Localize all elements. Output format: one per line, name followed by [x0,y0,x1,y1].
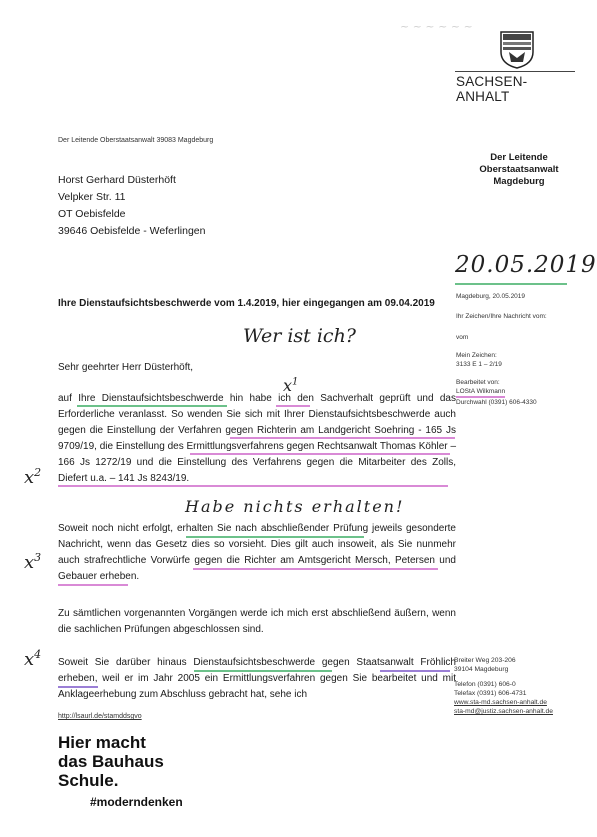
mark-1-letter: x [283,376,293,395]
footer-telefon: Telefon (0391) 606-0 [454,681,516,688]
privacy-link[interactable]: http://lsaurl.de/stamddsgvo [58,713,142,720]
mein-zeichen-value: 3133 E 1 – 2/19 [456,361,502,368]
bearbeitet-value: LOStA Wilkmann [456,387,505,398]
slogan [58,733,164,790]
recipient-address [58,172,205,240]
paragraph-3: Zu sämtlichen vorgenannten Vorgängen werde ich mich erst abschließend äußern, wenn die sachlichen Prüfungen abgeschlossen sind. [58,608,456,635]
vom-label: vom [456,334,469,341]
paragraph-2: Soweit noch nicht erfolgt, erhalten Sie nach abschließender Prüfung jeweils gesonderte Nachricht, wenn das Gesetz dies so vorsieht. Dies gilt auch insoweit, als Sie nunmehr auch strafrechtliche Vorwürfe gegen die Richter am Amtsgericht Mersch, Petersen und Gebauer erheben. [58,523,456,582]
highlight-mark [58,686,98,688]
mark-1-number: 1 [292,376,299,388]
subject-line: Ihre Dienstaufsichtsbeschwerde vom 1.4.2019, hier eingegangen am 09.04.2019 [58,298,435,309]
mark-3-number: 3 [34,551,42,564]
mark-4-number: 4 [34,648,42,661]
bearbeitet-label: Bearbeitet von: [456,379,500,386]
date-highlight [455,283,567,285]
slogan-line: Hier macht [58,733,146,752]
footer-email-link[interactable]: sta-md@justiz.sachsen-anhalt.de [454,708,553,715]
ihr-zeichen-label: Ihr Zeichen/Ihre Nachricht vom: [456,313,547,320]
handwritten-mark-2 [24,466,41,488]
state-name: SACHSEN-ANHALT [456,74,528,104]
header-rule [455,71,575,72]
recipient-name: Horst Gerhard Düsterhöft [58,174,176,186]
sender-line: Der Leitende Oberstaatsanwalt 39083 Magdeburg [58,137,214,144]
slogan-line: das Bauhaus [58,752,164,771]
handwritten-note: Habe nichts erhalten! [185,497,405,516]
bleed-through-text: ~ ~ ~ ~ ~ ~ [400,20,473,33]
highlight-mark [186,536,364,538]
authority-line: Magdeburg [493,176,545,187]
paragraph-4: Soweit Sie darüber hinaus Dienstaufsichtsbeschwerde gegen Staatsanwalt Fröhlich erheben, weil er im Jahr 2005 ein Ermittlungsverfahren gegen Sie bearbeitet und mit Anklageerhebung zum Abschluss gebracht hat, sehe ich [58,657,456,700]
highlight-mark [194,670,332,672]
highlight-mark [77,405,227,407]
authority-line: Der Leitende [490,152,548,163]
handwritten-question: Wer ist ich? [243,325,356,347]
paragraph-1: auf Ihre Dienstaufsichtsbeschwerde hin habe ich den Sachverhalt geprüft und das Erforderliche veranlasst. So wenden Sie sich mit Ihrer Dienstaufsichtsbeschwerde auch gegen die Einstellung der Verfahren gegen Richterin am Landgericht Soehring - 165 Js 9709/19, die Einstellung des Ermittlungsverfahrens gegen Rechtsanwalt Thomas Köhler – 166 Js 1272/19 und die Einstellung des Verfahrens gegen die Mitarbeiter des Zolls, Diefert u.a. – 141 Js 8243/19. [58,393,456,484]
coat-of-arms-icon [497,28,537,70]
highlight-mark [380,670,450,672]
authority-block [470,152,568,188]
highlight-mark [276,405,310,407]
highlight-mark [230,437,455,439]
recipient-district: OT Oebisfelde [58,208,126,220]
mark-4-letter: x [24,649,35,670]
handwritten-mark-3 [24,551,41,573]
mark-2-letter: x [24,467,35,488]
date-line: Magdeburg, 20.05.2019 [456,293,526,300]
footer-web-link[interactable]: www.sta-md.sachsen-anhalt.de [454,699,547,706]
highlight-mark [193,568,438,570]
footer-telefax: Telefax (0391) 606-4731 [454,690,527,697]
recipient-street: Velpker Str. 11 [58,191,126,203]
authority-line: Oberstaatsanwalt [479,164,559,175]
recipient-city: 39646 Oebisfelde - Weferlingen [58,225,206,237]
footer-city: 39104 Magdeburg [454,666,509,673]
mein-zeichen-label: Mein Zeichen: [456,352,497,359]
highlight-mark [58,584,128,586]
handwritten-date: 20.05.2019 [455,252,597,278]
footer-contact [454,656,574,716]
highlight-mark [58,485,448,487]
mark-2-number: 2 [34,466,42,479]
hashtag: #moderndenken [90,795,183,809]
handwritten-mark-4 [24,648,41,670]
highlight-mark [190,453,450,455]
mark-3-letter: x [24,552,35,573]
slogan-line: Schule. [58,771,119,790]
footer-street: Breiter Weg 203-206 [454,657,516,664]
salutation: Sehr geehrter Herr Düsterhöft, [58,362,194,373]
durchwahl: Durchwahl (0391) 606-4330 [456,399,537,406]
sidebar-meta [456,292,572,407]
